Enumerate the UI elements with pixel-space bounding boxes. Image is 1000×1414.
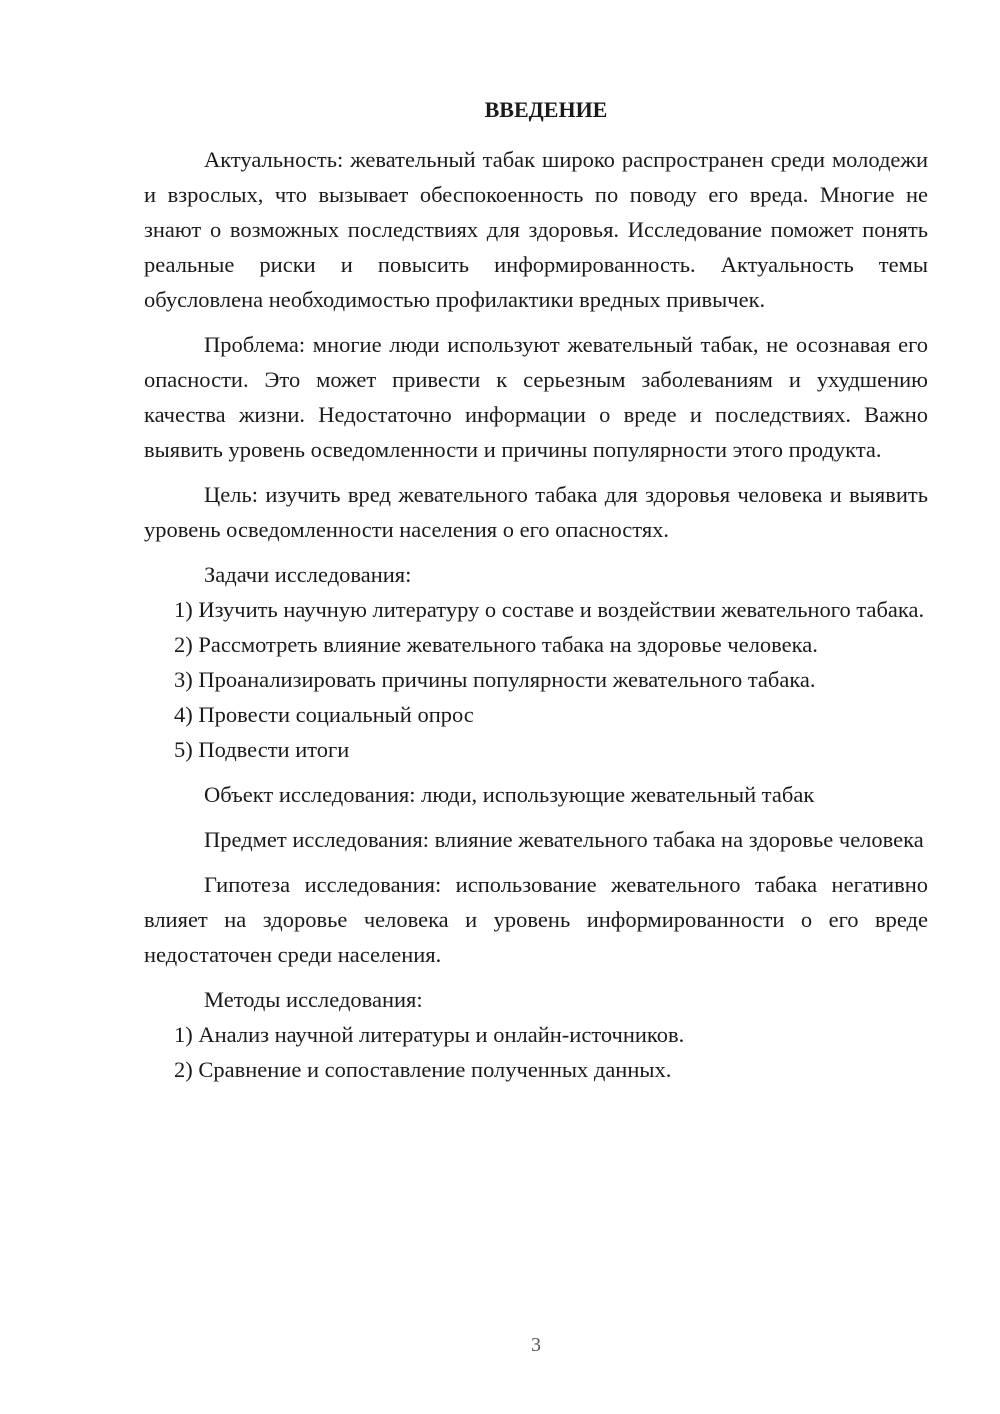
relevance-paragraph: Актуальность: жевательный табак широко распространен среди молодежи и взрослых, что вызывает обеспокоенность по поводу его вреда. Многие не знают о возможных последствиях для здоровья. Исследование поможет понять реальные риски и повысить информированность. Актуальность темы обусловлена необходимостью профилактики вредных привычек. [144, 147, 928, 312]
document-page [144, 96, 928, 1087]
hypothesis-paragraph: Гипотеза исследования: использование жевательного табака негативно влияет на здоровье человека и уровень информированности о его вреде недостаточен среди населения. [144, 872, 928, 967]
task-item: 1) Изучить научную литературу о составе и воздействии жевательного табака. [174, 597, 925, 622]
goal-paragraph: Цель: изучить вред жевательного табака для здоровья человека и выявить уровень осведомленности населения о его опасностях. [144, 482, 928, 542]
tasks-heading: Задачи исследования: [204, 562, 412, 587]
task-item: 2) Рассмотреть влияние жевательного табака на здоровье человека. [174, 632, 818, 657]
task-item: 3) Проанализировать причины популярности жевательного табака. [174, 667, 816, 692]
problem-paragraph: Проблема: многие люди используют жевательный табак, не осознавая его опасности. Это может привести к серьезным заболеваниям и ухудшению качества жизни. Недостаточно информации о вреде и последствиях. Важно выявить уровень осведомленности и причины популярности этого продукта. [144, 332, 928, 462]
page-title: ВВЕДЕНИЕ [484, 97, 608, 122]
task-item: 5) Подвести итоги [174, 737, 350, 762]
method-item: 1) Анализ научной литературы и онлайн-источников. [174, 1022, 685, 1047]
task-item: 4) Провести социальный опрос [174, 702, 474, 727]
methods-heading: Методы исследования: [204, 987, 423, 1012]
subject-paragraph: Предмет исследования: влияние жевательного табака на здоровье человека [204, 827, 924, 852]
method-item: 2) Сравнение и сопоставление полученных данных. [174, 1057, 672, 1082]
object-paragraph: Объект исследования: люди, использующие жевательный табак [204, 782, 815, 807]
page-number: 3 [531, 1334, 541, 1356]
